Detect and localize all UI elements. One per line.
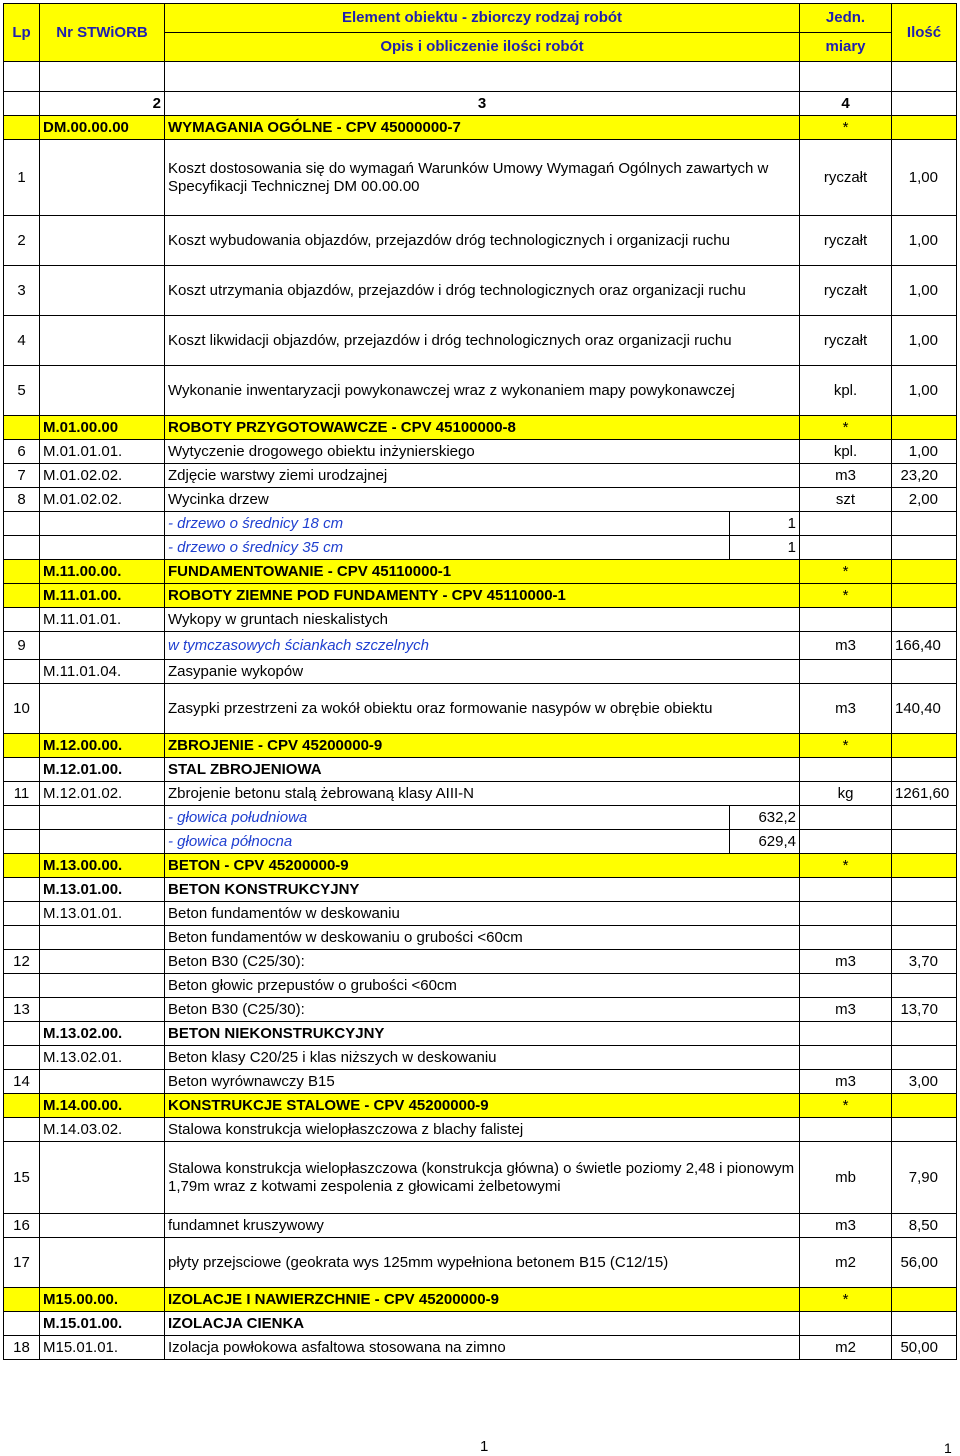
row-description: Beton fundamentów w deskowaniu bbox=[165, 902, 800, 926]
row-lp bbox=[4, 1288, 40, 1312]
page-number: 1 bbox=[480, 1438, 489, 1455]
row-lp: 17 bbox=[4, 1238, 40, 1288]
row-description: - głowica północna bbox=[165, 830, 730, 854]
row-lp: 4 bbox=[4, 316, 40, 366]
row-nr: M.13.02.00. bbox=[40, 1022, 165, 1046]
row-lp bbox=[4, 536, 40, 560]
row-description: Zasypanie wykopów bbox=[165, 660, 800, 684]
section-row bbox=[4, 734, 957, 758]
row-quantity bbox=[892, 560, 957, 584]
table-row bbox=[4, 316, 957, 366]
row-nr: M.11.01.04. bbox=[40, 660, 165, 684]
row-quantity: 1,00 bbox=[892, 140, 957, 216]
row-unit: m3 bbox=[800, 950, 892, 974]
row-nr: M.12.01.02. bbox=[40, 782, 165, 806]
row-description: STAL ZBROJENIOWA bbox=[165, 758, 800, 782]
row-unit: m3 bbox=[800, 998, 892, 1022]
table-row bbox=[4, 926, 957, 950]
section-row bbox=[4, 1288, 957, 1312]
row-sub-quantity: 632,2 bbox=[730, 806, 800, 830]
table-row bbox=[4, 782, 957, 806]
section-row bbox=[4, 116, 957, 140]
row-description: Stalowa konstrukcja wielopłaszczowa z blachy falistej bbox=[165, 1118, 800, 1142]
section-row bbox=[4, 584, 957, 608]
row-unit: szt bbox=[800, 488, 892, 512]
row-quantity: 1,00 bbox=[892, 316, 957, 366]
row-unit: m3 bbox=[800, 1070, 892, 1094]
row-unit: mb bbox=[800, 1142, 892, 1214]
row-lp: 10 bbox=[4, 684, 40, 734]
row-description: ROBOTY ZIEMNE POD FUNDAMENTY - CPV 45110000-1 bbox=[165, 584, 800, 608]
row-lp bbox=[4, 830, 40, 854]
row-unit bbox=[800, 974, 892, 998]
row-description: Beton B30 (C25/30): bbox=[165, 950, 800, 974]
header-element: Element obiektu - zbiorczy rodzaj robót bbox=[165, 4, 800, 33]
row-description: Wykonanie inwentaryzacji powykonawczej wraz z wykonaniem mapy powykonawczej bbox=[165, 366, 800, 416]
row-nr bbox=[40, 1142, 165, 1214]
row-nr: M.01.02.02. bbox=[40, 488, 165, 512]
header-spacer-row bbox=[4, 62, 957, 92]
row-unit: * bbox=[800, 584, 892, 608]
row-description: Zdjęcie warstwy ziemi urodzajnej bbox=[165, 464, 800, 488]
table-row bbox=[4, 878, 957, 902]
table-row bbox=[4, 998, 957, 1022]
row-lp: 15 bbox=[4, 1142, 40, 1214]
row-sub-quantity: 629,4 bbox=[730, 830, 800, 854]
row-quantity bbox=[892, 902, 957, 926]
row-quantity bbox=[892, 854, 957, 878]
row-lp bbox=[4, 1312, 40, 1336]
table-row bbox=[4, 216, 957, 266]
table-row bbox=[4, 660, 957, 684]
row-description: IZOLACJA CIENKA bbox=[165, 1312, 800, 1336]
row-unit: * bbox=[800, 116, 892, 140]
row-unit bbox=[800, 1118, 892, 1142]
row-nr bbox=[40, 1214, 165, 1238]
row-lp bbox=[4, 1022, 40, 1046]
row-description: Koszt utrzymania objazdów, przejazdów i dróg technologicznych oraz organizacji ruchu bbox=[165, 266, 800, 316]
section-row bbox=[4, 560, 957, 584]
row-nr: M.12.00.00. bbox=[40, 734, 165, 758]
row-description: BETON NIEKONSTRUKCYJNY bbox=[165, 1022, 800, 1046]
row-description: Beton fundamentów w deskowaniu o grubości <60cm bbox=[165, 926, 800, 950]
row-nr: M.13.02.01. bbox=[40, 1046, 165, 1070]
row-quantity: 13,70 bbox=[892, 998, 957, 1022]
row-lp: 3 bbox=[4, 266, 40, 316]
row-description: Koszt wybudowania objazdów, przejazdów dróg technologicznych i organizacji ruchu bbox=[165, 216, 800, 266]
row-quantity bbox=[892, 734, 957, 758]
row-nr bbox=[40, 684, 165, 734]
row-nr bbox=[40, 632, 165, 660]
row-lp bbox=[4, 902, 40, 926]
row-quantity bbox=[892, 584, 957, 608]
row-quantity: 1,00 bbox=[892, 266, 957, 316]
row-quantity: 2,00 bbox=[892, 488, 957, 512]
row-description: Zbrojenie betonu stalą żebrowaną klasy AIII-N bbox=[165, 782, 800, 806]
table-row bbox=[4, 830, 957, 854]
row-lp bbox=[4, 758, 40, 782]
cost-estimate-table bbox=[3, 3, 957, 1360]
section-row bbox=[4, 1094, 957, 1118]
row-unit bbox=[800, 1022, 892, 1046]
row-quantity: 8,50 bbox=[892, 1214, 957, 1238]
row-lp: 9 bbox=[4, 632, 40, 660]
row-lp bbox=[4, 974, 40, 998]
row-quantity bbox=[892, 830, 957, 854]
row-quantity bbox=[892, 536, 957, 560]
table-row bbox=[4, 464, 957, 488]
row-nr: M15.00.00. bbox=[40, 1288, 165, 1312]
table-row bbox=[4, 1312, 957, 1336]
row-lp bbox=[4, 116, 40, 140]
table-row bbox=[4, 758, 957, 782]
row-description: Beton wyrównawczy B15 bbox=[165, 1070, 800, 1094]
row-description: ZBROJENIE - CPV 45200000-9 bbox=[165, 734, 800, 758]
row-unit: * bbox=[800, 854, 892, 878]
row-lp bbox=[4, 1118, 40, 1142]
header-ilosc: Ilość bbox=[892, 4, 957, 62]
row-nr: M.13.01.00. bbox=[40, 878, 165, 902]
table-row bbox=[4, 440, 957, 464]
table-row bbox=[4, 1046, 957, 1070]
row-nr bbox=[40, 216, 165, 266]
header-nr: Nr STWiORB bbox=[40, 4, 165, 62]
table-row bbox=[4, 1022, 957, 1046]
row-quantity: 1261,60 bbox=[892, 782, 957, 806]
table-row bbox=[4, 1214, 957, 1238]
row-unit: m2 bbox=[800, 1238, 892, 1288]
row-nr: M.11.01.01. bbox=[40, 608, 165, 632]
row-description: Izolacja powłokowa asfaltowa stosowana na zimno bbox=[165, 1336, 800, 1360]
row-quantity: 140,40 bbox=[892, 684, 957, 734]
row-quantity bbox=[892, 974, 957, 998]
row-unit: kpl. bbox=[800, 440, 892, 464]
row-quantity bbox=[892, 878, 957, 902]
row-nr bbox=[40, 536, 165, 560]
section-row bbox=[4, 854, 957, 878]
row-nr: M.11.00.00. bbox=[40, 560, 165, 584]
row-description: Wytyczenie drogowego obiektu inżynierskiego bbox=[165, 440, 800, 464]
row-description: Koszt likwidacji objazdów, przejazdów i dróg technologicznych oraz organizacji ruchu bbox=[165, 316, 800, 366]
row-quantity: 23,20 bbox=[892, 464, 957, 488]
row-quantity: 56,00 bbox=[892, 1238, 957, 1288]
row-lp bbox=[4, 926, 40, 950]
row-nr bbox=[40, 806, 165, 830]
header-row-1 bbox=[4, 4, 957, 33]
row-lp: 1 bbox=[4, 140, 40, 216]
col-number-3: 3 bbox=[165, 92, 800, 116]
row-unit bbox=[800, 878, 892, 902]
row-lp: 16 bbox=[4, 1214, 40, 1238]
row-lp bbox=[4, 1046, 40, 1070]
row-unit bbox=[800, 830, 892, 854]
row-unit bbox=[800, 1312, 892, 1336]
row-lp: 12 bbox=[4, 950, 40, 974]
row-lp bbox=[4, 1094, 40, 1118]
row-nr: M15.01.01. bbox=[40, 1336, 165, 1360]
row-lp bbox=[4, 854, 40, 878]
row-quantity: 7,90 bbox=[892, 1142, 957, 1214]
row-nr bbox=[40, 950, 165, 974]
row-description: ROBOTY PRZYGOTOWAWCZE - CPV 45100000-8 bbox=[165, 416, 800, 440]
row-unit: kg bbox=[800, 782, 892, 806]
row-quantity bbox=[892, 416, 957, 440]
row-nr bbox=[40, 830, 165, 854]
table-row bbox=[4, 974, 957, 998]
row-unit: ryczałt bbox=[800, 266, 892, 316]
table-row bbox=[4, 632, 957, 660]
row-unit bbox=[800, 758, 892, 782]
table-row bbox=[4, 140, 957, 216]
table-row bbox=[4, 902, 957, 926]
row-unit bbox=[800, 536, 892, 560]
table-row bbox=[4, 266, 957, 316]
table-row bbox=[4, 1238, 957, 1288]
row-lp: 13 bbox=[4, 998, 40, 1022]
row-nr: M.12.01.00. bbox=[40, 758, 165, 782]
row-unit: * bbox=[800, 416, 892, 440]
row-description: WYMAGANIA OGÓLNE - CPV 45000000-7 bbox=[165, 116, 800, 140]
section-row bbox=[4, 416, 957, 440]
row-description: FUNDAMENTOWANIE - CPV 45110000-1 bbox=[165, 560, 800, 584]
table-row bbox=[4, 1336, 957, 1360]
row-quantity: 1,00 bbox=[892, 366, 957, 416]
row-unit: m3 bbox=[800, 632, 892, 660]
table-row bbox=[4, 512, 957, 536]
row-unit bbox=[800, 902, 892, 926]
row-unit: m3 bbox=[800, 684, 892, 734]
row-lp bbox=[4, 560, 40, 584]
row-unit: m3 bbox=[800, 464, 892, 488]
column-number-row bbox=[4, 92, 957, 116]
row-lp: 11 bbox=[4, 782, 40, 806]
row-nr: DM.00.00.00 bbox=[40, 116, 165, 140]
row-unit: ryczałt bbox=[800, 316, 892, 366]
row-lp bbox=[4, 806, 40, 830]
row-unit: * bbox=[800, 1288, 892, 1312]
row-lp bbox=[4, 584, 40, 608]
table-row bbox=[4, 1070, 957, 1094]
row-nr bbox=[40, 1238, 165, 1288]
row-lp bbox=[4, 512, 40, 536]
row-unit: kpl. bbox=[800, 366, 892, 416]
row-description: KONSTRUKCJE STALOWE - CPV 45200000-9 bbox=[165, 1094, 800, 1118]
row-quantity bbox=[892, 1094, 957, 1118]
row-lp bbox=[4, 660, 40, 684]
row-lp: 14 bbox=[4, 1070, 40, 1094]
row-description: Beton B30 (C25/30): bbox=[165, 998, 800, 1022]
row-nr: M.01.02.02. bbox=[40, 464, 165, 488]
row-nr bbox=[40, 316, 165, 366]
row-description: Wykopy w gruntach nieskalistych bbox=[165, 608, 800, 632]
row-lp: 5 bbox=[4, 366, 40, 416]
table-row bbox=[4, 1118, 957, 1142]
row-description: Koszt dostosowania się do wymagań Warunków Umowy Wymagań Ogólnych zawartych w Specyfikacji Technicznej DM 00.00.00 bbox=[165, 140, 800, 216]
row-description: Wycinka drzew bbox=[165, 488, 800, 512]
table-row bbox=[4, 536, 957, 560]
row-nr: M.14.00.00. bbox=[40, 1094, 165, 1118]
row-lp bbox=[4, 878, 40, 902]
table-row bbox=[4, 684, 957, 734]
row-quantity bbox=[892, 512, 957, 536]
row-nr bbox=[40, 974, 165, 998]
row-description: płyty przejsciowe (geokrata wys 125mm wypełniona betonem B15 (C12/15) bbox=[165, 1238, 800, 1288]
row-quantity: 1,00 bbox=[892, 216, 957, 266]
table-body bbox=[4, 116, 957, 1360]
table-row bbox=[4, 1142, 957, 1214]
table-row bbox=[4, 366, 957, 416]
row-description: - głowica południowa bbox=[165, 806, 730, 830]
row-nr bbox=[40, 140, 165, 216]
row-description: - drzewo o średnicy 18 cm bbox=[165, 512, 730, 536]
row-nr bbox=[40, 1070, 165, 1094]
table-row bbox=[4, 806, 957, 830]
row-unit: * bbox=[800, 1094, 892, 1118]
row-description: IZOLACJE I NAWIERZCHNIE - CPV 45200000-9 bbox=[165, 1288, 800, 1312]
row-unit bbox=[800, 608, 892, 632]
page-number-corner: 1 bbox=[944, 1440, 952, 1456]
row-quantity bbox=[892, 116, 957, 140]
row-nr: M.13.01.01. bbox=[40, 902, 165, 926]
row-nr: M.15.01.00. bbox=[40, 1312, 165, 1336]
row-lp bbox=[4, 608, 40, 632]
row-lp: 6 bbox=[4, 440, 40, 464]
row-quantity bbox=[892, 1022, 957, 1046]
row-description: Beton głowic przepustów o grubości <60cm bbox=[165, 974, 800, 998]
row-lp: 18 bbox=[4, 1336, 40, 1360]
row-nr bbox=[40, 366, 165, 416]
col-number-2: 2 bbox=[40, 92, 165, 116]
row-description: - drzewo o średnicy 35 cm bbox=[165, 536, 730, 560]
row-quantity: 3,70 bbox=[892, 950, 957, 974]
header-jedn: Jedn. bbox=[800, 4, 892, 33]
row-unit: ryczałt bbox=[800, 216, 892, 266]
row-lp bbox=[4, 734, 40, 758]
row-quantity bbox=[892, 1118, 957, 1142]
row-nr bbox=[40, 926, 165, 950]
row-quantity bbox=[892, 806, 957, 830]
row-quantity bbox=[892, 926, 957, 950]
row-description: w tymczasowych ściankach szczelnych bbox=[165, 632, 800, 660]
header-lp: Lp bbox=[4, 4, 40, 62]
row-lp: 8 bbox=[4, 488, 40, 512]
row-quantity bbox=[892, 1046, 957, 1070]
row-unit: * bbox=[800, 560, 892, 584]
row-nr: M.14.03.02. bbox=[40, 1118, 165, 1142]
row-nr: M.01.01.01. bbox=[40, 440, 165, 464]
row-unit: m2 bbox=[800, 1336, 892, 1360]
row-description: Zasypki przestrzeni za wokół obiektu oraz formowanie nasypów w obrębie obiektu bbox=[165, 684, 800, 734]
row-description: fundamnet kruszywowy bbox=[165, 1214, 800, 1238]
col-number-4: 4 bbox=[800, 92, 892, 116]
row-unit bbox=[800, 926, 892, 950]
row-unit bbox=[800, 512, 892, 536]
row-description: Beton klasy C20/25 i klas niższych w deskowaniu bbox=[165, 1046, 800, 1070]
row-quantity: 3,00 bbox=[892, 1070, 957, 1094]
row-quantity bbox=[892, 1288, 957, 1312]
table-row bbox=[4, 950, 957, 974]
row-sub-quantity: 1 bbox=[730, 536, 800, 560]
row-unit bbox=[800, 1046, 892, 1070]
row-quantity: 1,00 bbox=[892, 440, 957, 464]
row-lp: 7 bbox=[4, 464, 40, 488]
row-nr: M.13.00.00. bbox=[40, 854, 165, 878]
row-unit bbox=[800, 660, 892, 684]
row-unit bbox=[800, 806, 892, 830]
row-nr bbox=[40, 266, 165, 316]
table-row bbox=[4, 608, 957, 632]
row-quantity bbox=[892, 1312, 957, 1336]
row-unit: ryczałt bbox=[800, 140, 892, 216]
row-description: BETON - CPV 45200000-9 bbox=[165, 854, 800, 878]
row-lp bbox=[4, 416, 40, 440]
row-description: Stalowa konstrukcja wielopłaszczowa (konstrukcja główna) o świetle poziomy 2,48 i pionowym 1,79m wraz z kotwami zespolenia z głowicami żelbetowymi bbox=[165, 1142, 800, 1214]
row-nr: M.01.00.00 bbox=[40, 416, 165, 440]
row-nr: M.11.01.00. bbox=[40, 584, 165, 608]
row-unit: m3 bbox=[800, 1214, 892, 1238]
row-quantity bbox=[892, 660, 957, 684]
row-description: BETON KONSTRUKCYJNY bbox=[165, 878, 800, 902]
row-unit: * bbox=[800, 734, 892, 758]
header-miary: miary bbox=[800, 33, 892, 62]
row-nr bbox=[40, 512, 165, 536]
table-row bbox=[4, 488, 957, 512]
header-opis: Opis i obliczenie ilości robót bbox=[165, 33, 800, 62]
row-quantity: 50,00 bbox=[892, 1336, 957, 1360]
row-quantity: 166,40 bbox=[892, 632, 957, 660]
row-quantity bbox=[892, 758, 957, 782]
row-sub-quantity: 1 bbox=[730, 512, 800, 536]
row-nr bbox=[40, 998, 165, 1022]
row-quantity bbox=[892, 608, 957, 632]
row-lp: 2 bbox=[4, 216, 40, 266]
